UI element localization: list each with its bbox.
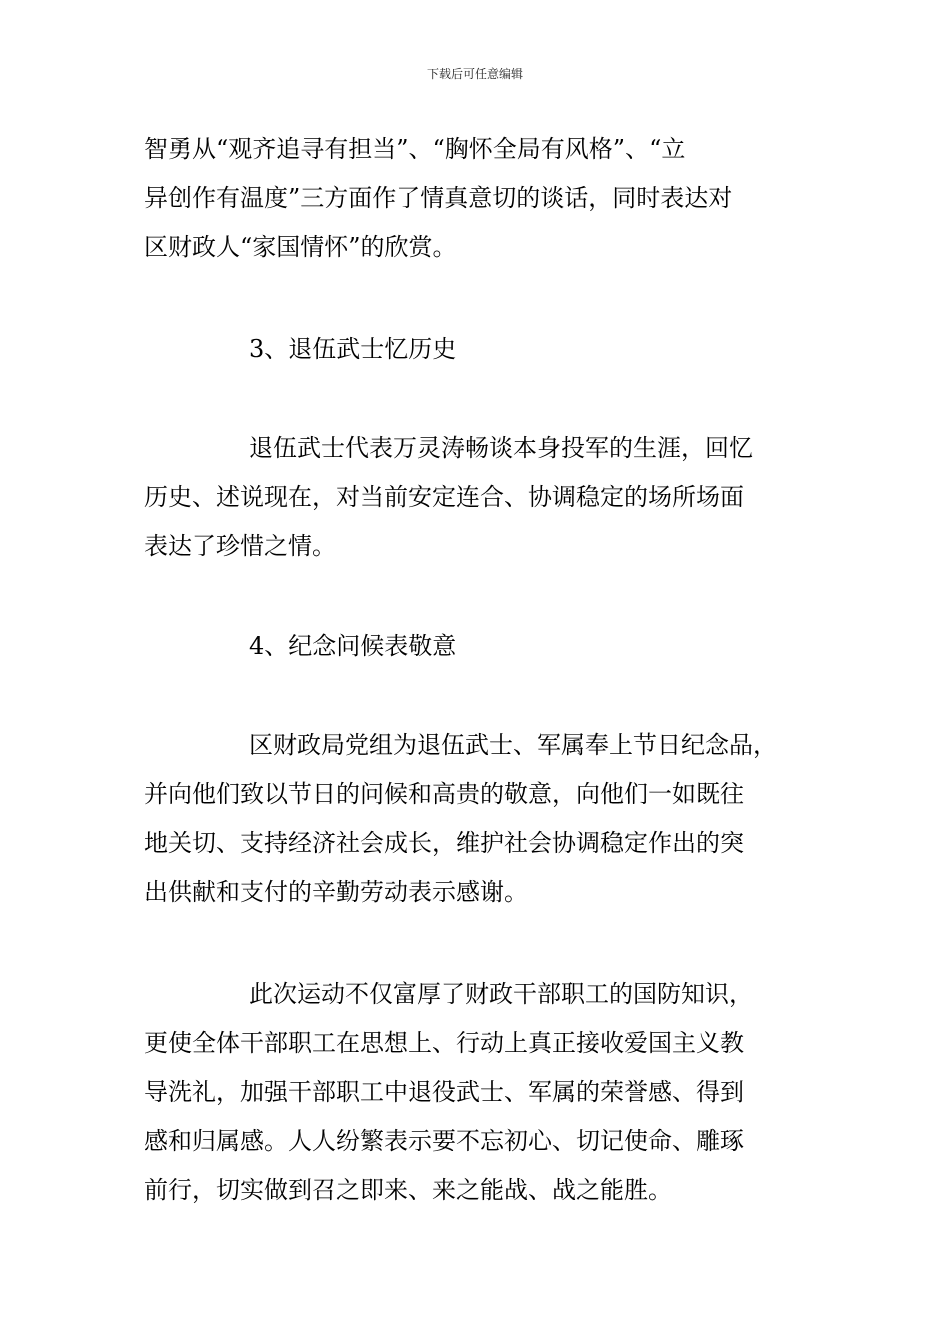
text-line: 出供献和支付的辛勤劳动表示感谢。 [144, 878, 528, 906]
text-line: 区财政局党组为退伍武士、军属奉上节日纪念品， [249, 731, 777, 759]
text-line: 感和归属感。人人纷繁表示要不忘初心、切记使命、雕琢 [144, 1127, 744, 1155]
text-line: 表达了珍惜之情。 [144, 532, 336, 560]
text-line: 地关切、支持经济社会成长，维护社会协调稳定作出的突 [144, 829, 744, 857]
paragraph-veterans [144, 424, 824, 571]
heading-text: 4、纪念问候表敬意 [249, 632, 457, 660]
paragraph-conclusion [144, 970, 824, 1215]
heading-text: 3、退伍武士忆历史 [249, 335, 457, 363]
text-line: 历史、述说现在，对当前安定连合、协调稳定的场所场面 [144, 483, 744, 511]
text-line: 更使全体干部职工在思想上、行动上真正接收爱国主义教 [144, 1029, 744, 1057]
text-line: 并向他们致以节日的问候和高贵的敬意，向他们一如既往 [144, 780, 744, 808]
page-header: 下载后可任意编辑 [426, 67, 523, 81]
text-line: 退伍武士代表万灵涛畅谈本身投军的生涯，回忆 [249, 434, 753, 462]
text-line: 异创作有温度”三方面作了情真意切的谈话，同时表达对 [144, 184, 733, 212]
text-line: 导洗礼，加强干部职工中退役武士、军属的荣誉感、得到 [144, 1078, 744, 1106]
text-line: 此次运动不仅富厚了财政干部职工的国防知识， [249, 980, 753, 1008]
text-line: 区财政人“家国情怀”的欣赏。 [144, 233, 457, 261]
text-line: 前行，切实做到召之即来、来之能战、战之能胜。 [144, 1176, 672, 1204]
paragraph-continuation [144, 125, 824, 272]
text-line: 智勇从“观齐追寻有担当”、“胸怀全局有风格”、“立 [144, 135, 686, 163]
paragraph-greetings [144, 721, 824, 917]
section-heading-3 [144, 325, 824, 374]
section-heading-4 [144, 622, 824, 671]
